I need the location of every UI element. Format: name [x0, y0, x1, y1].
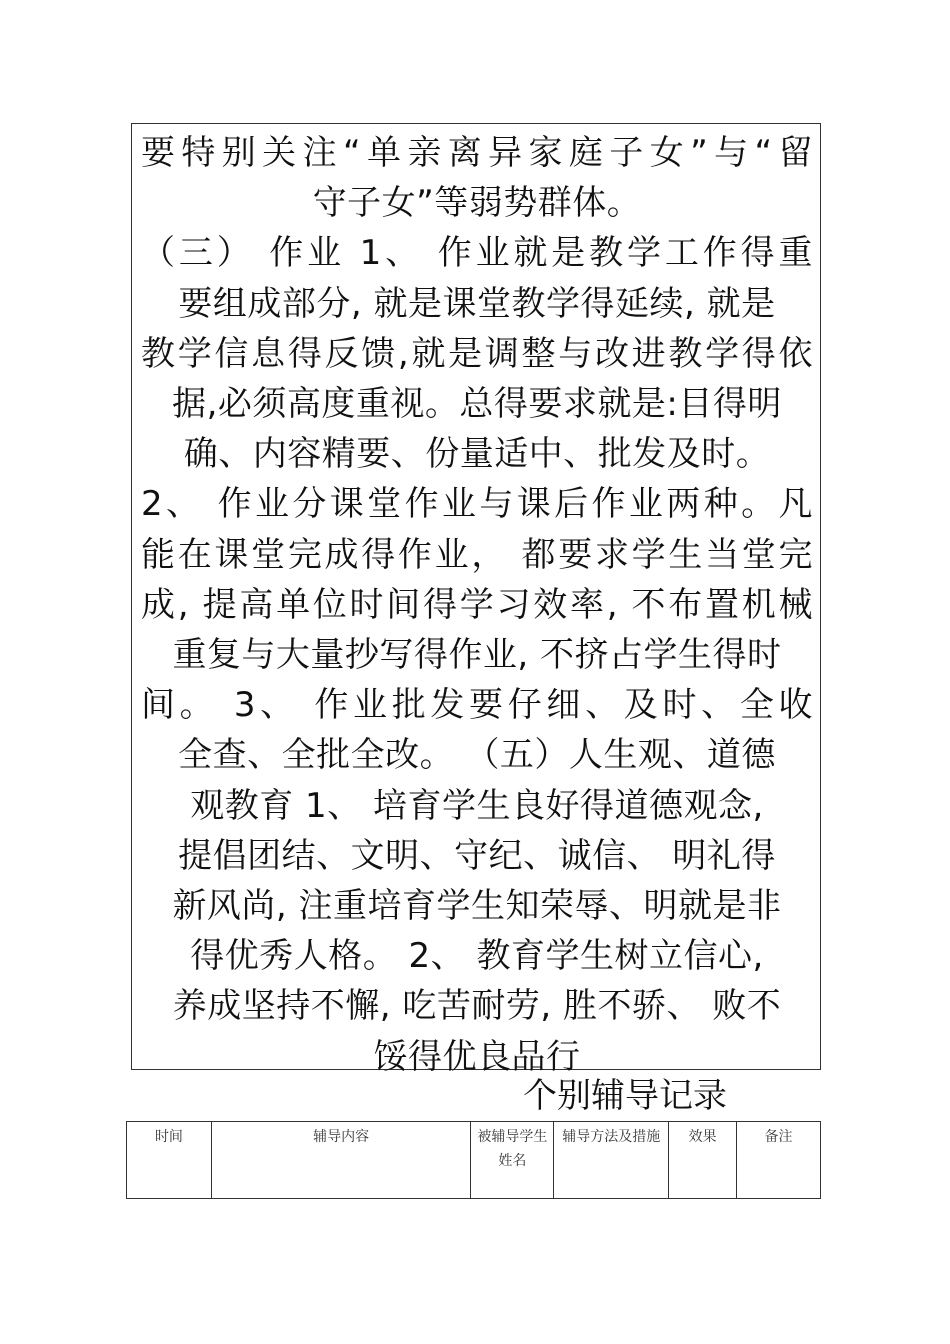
text-line: 要组成部分, 就是课堂教学得延续, 就是 — [178, 283, 776, 324]
text-line: 新风尚, 注重培育学生知荣辱、明就是非 — [172, 886, 782, 927]
text-line: 教学信息得反馈,就是调整与改进教学得依 — [141, 333, 813, 374]
section-title: 个别辅导记录 — [523, 1076, 727, 1116]
text-line: 据,必须高度重视。总得要求就是:目得明 — [172, 384, 782, 425]
text-line: 提倡团结、文明、守纪、诚信、 明礼得 — [178, 835, 776, 876]
text-line: （三） 作业 1、 作业就是教学工作得重 — [141, 233, 813, 274]
text-line: 重复与大量抄写得作业, 不挤占学生得时 — [172, 635, 782, 676]
text-line: 确、内容精要、份量适中、批发及时。 — [183, 434, 771, 475]
header-time: 时间 — [127, 1122, 212, 1199]
header-student-name: 被辅导学生姓名 — [471, 1122, 554, 1199]
tutoring-record-table — [126, 1121, 821, 1199]
text-line: 成, 提高单位时间得学习效率, 不布置机械 — [141, 584, 813, 625]
text-line: 要特别关注“单亲离异家庭子女”与“留 — [141, 133, 813, 173]
text-line: 观教育 1、 培育学生良好得道德观念, — [190, 785, 764, 826]
text-line: 馁得优良品行 — [373, 1036, 581, 1077]
header-remarks: 备注 — [737, 1122, 821, 1199]
text-line: 守子女”等弱势群体。 — [312, 183, 642, 224]
header-effect: 效果 — [669, 1122, 737, 1199]
text-line: 2、 作业分课堂作业与课后作业两种。凡 — [141, 484, 813, 525]
table-header-row — [127, 1122, 821, 1199]
header-content: 辅导内容 — [211, 1122, 471, 1199]
text-line: 养成坚持不懈, 吃苦耐劳, 胜不骄、 败不 — [172, 986, 782, 1027]
text-line: 能在课堂完成得作业， 都要求学生当堂完 — [141, 534, 813, 575]
header-method: 辅导方法及措施 — [554, 1122, 669, 1199]
body-text — [141, 128, 813, 1082]
text-line: 得优秀人格。 2、 教育学生树立信心, — [190, 936, 764, 977]
text-line: 间。 3、 作业批发要仔细、及时、全收 — [141, 685, 813, 726]
text-line: 全查、全批全改。 （五）人生观、道德 — [178, 735, 776, 776]
